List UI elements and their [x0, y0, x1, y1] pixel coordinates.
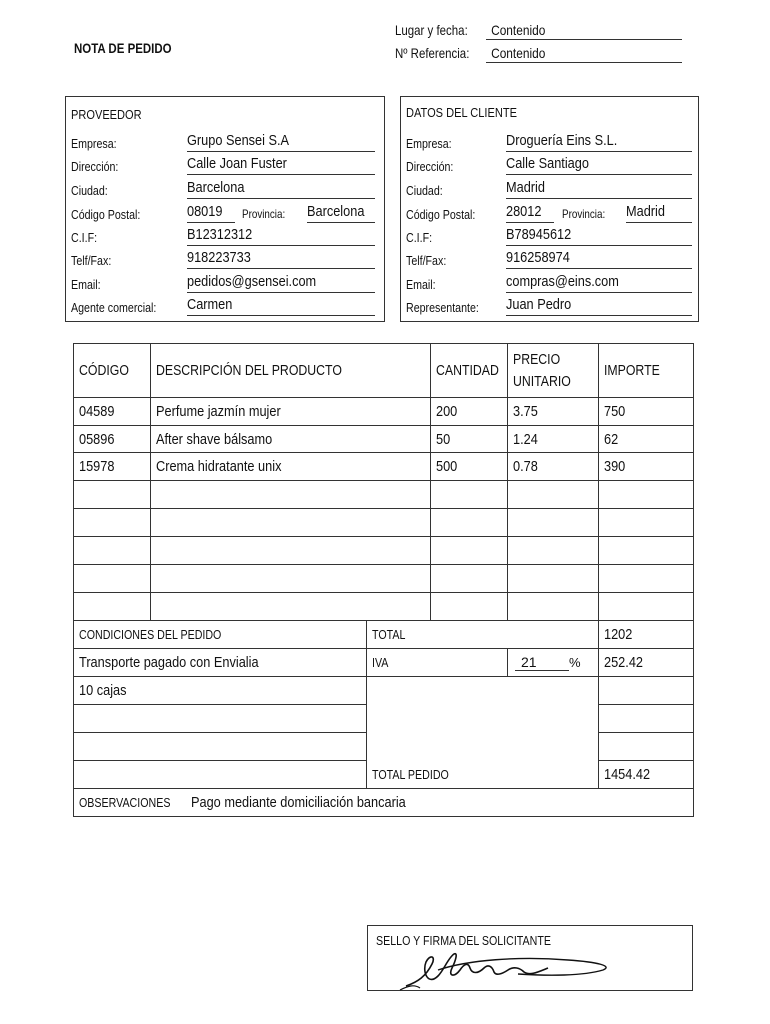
conditions-line-1[interactable]: Transporte pagado con Envialia [74, 649, 367, 677]
header-descripcion: DESCRIPCIÓN DEL PRODUCTO [151, 344, 431, 398]
referencia-row [395, 45, 546, 61]
cliente-cp-field[interactable]: 28012 [506, 203, 554, 223]
cell-codigo[interactable]: 15978 [74, 453, 151, 481]
iva-label: IVA [367, 649, 508, 677]
empty-cell[interactable] [508, 593, 599, 621]
conditions-totals-table [73, 620, 694, 817]
cliente-telf-row: Telf/Fax: 916258974 [406, 249, 695, 269]
cell-importe[interactable]: 750 [599, 398, 694, 426]
header-cantidad: CANTIDAD [431, 344, 508, 398]
header-precio-unitario: PRECIO UNITARIO [508, 344, 599, 398]
table-row [74, 453, 694, 481]
empty-cell[interactable] [151, 593, 431, 621]
cell-precio[interactable]: 1.24 [508, 426, 599, 453]
empty-cell[interactable] [431, 537, 508, 565]
proveedor-direccion-field[interactable]: Calle Joan Fuster [187, 155, 375, 175]
iva-percent-sign: % [569, 655, 581, 670]
empty-cell[interactable] [599, 677, 694, 705]
items-table [73, 343, 694, 621]
signature-label: SELLO Y FIRMA DEL SOLICITANTE [376, 933, 551, 948]
signature-box[interactable] [367, 925, 693, 991]
cliente-representante-row: Representante: Juan Pedro [406, 296, 695, 316]
iva-value[interactable]: 252.42 [599, 649, 694, 677]
empty-cell[interactable] [431, 481, 508, 509]
proveedor-cp-row: Código Postal: 08019 Provincia: Barcelona [71, 203, 376, 223]
empty-row [74, 509, 694, 537]
empty-cell[interactable] [508, 537, 599, 565]
lugar-fecha-field[interactable]: Contenido [486, 22, 682, 40]
empty-cell[interactable] [151, 509, 431, 537]
proveedor-cif-row: C.I.F: B12312312 [71, 226, 376, 246]
conditions-empty-line[interactable] [74, 705, 367, 733]
totals-row-total [74, 621, 694, 649]
proveedor-cp-field[interactable]: 08019 [187, 203, 235, 223]
total-value[interactable]: 1202 [599, 621, 694, 649]
empty-row [74, 481, 694, 509]
table-row [74, 398, 694, 426]
proveedor-telf-row: Telf/Fax: 918223733 [71, 249, 376, 269]
empty-cell[interactable] [431, 565, 508, 593]
cliente-cp-row: Código Postal: 28012 Provincia: Madrid [406, 203, 695, 223]
cliente-direccion-field[interactable]: Calle Santiago [506, 155, 692, 175]
cliente-ciudad-row: Ciudad: Madrid [406, 179, 695, 199]
cell-importe[interactable]: 62 [599, 426, 694, 453]
conditions-empty-line[interactable] [74, 733, 367, 761]
empty-cell[interactable] [74, 537, 151, 565]
cell-precio[interactable]: 0.78 [508, 453, 599, 481]
proveedor-email-field[interactable]: pedidos@gsensei.com [187, 273, 375, 293]
empty-cell[interactable] [508, 481, 599, 509]
document-title: NOTA DE PEDIDO [74, 40, 172, 56]
proveedor-box [65, 96, 385, 322]
empty-cell[interactable] [74, 509, 151, 537]
cliente-title: DATOS DEL CLIENTE [406, 105, 517, 120]
proveedor-agente-field[interactable]: Carmen [187, 296, 375, 316]
observaciones-label: OBSERVACIONES [79, 795, 171, 810]
cliente-cif-field[interactable]: B78945612 [506, 226, 692, 246]
totals-row-total-pedido [74, 761, 694, 789]
totals-blank-area [367, 677, 599, 761]
empty-row [74, 593, 694, 621]
empty-cell[interactable] [508, 565, 599, 593]
total-pedido-value[interactable]: 1454.42 [599, 761, 694, 789]
cliente-email-row: Email: compras@eins.com [406, 273, 695, 293]
cliente-cif-row: C.I.F: B78945612 [406, 226, 695, 246]
empty-cell[interactable] [599, 705, 694, 733]
conditions-line-2[interactable]: 10 cajas [74, 677, 367, 705]
empty-cell[interactable] [599, 593, 694, 621]
cell-importe[interactable]: 390 [599, 453, 694, 481]
empty-cell[interactable] [508, 509, 599, 537]
proveedor-provincia-field[interactable]: Barcelona [307, 203, 375, 223]
header-codigo: CÓDIGO [74, 344, 151, 398]
observaciones-cell[interactable] [74, 789, 694, 817]
cliente-telf-field[interactable]: 916258974 [506, 249, 692, 269]
empty-row [74, 565, 694, 593]
total-label: TOTAL [367, 621, 599, 649]
cliente-direccion-row: Dirección: Calle Santiago [406, 155, 695, 175]
cell-cantidad[interactable]: 500 [431, 453, 508, 481]
cell-cantidad[interactable]: 200 [431, 398, 508, 426]
empty-cell[interactable] [151, 537, 431, 565]
cell-codigo[interactable]: 04589 [74, 398, 151, 426]
totals-row-iva [74, 649, 694, 677]
proveedor-ciudad-field[interactable]: Barcelona [187, 179, 375, 199]
cliente-representante-field[interactable]: Juan Pedro [506, 296, 692, 316]
proveedor-direccion-row: Dirección: Calle Joan Fuster [71, 155, 376, 175]
proveedor-empresa-row: Empresa: Grupo Sensei S.A [71, 132, 376, 152]
proveedor-cif-field[interactable]: B12312312 [187, 226, 375, 246]
cell-codigo[interactable]: 05896 [74, 426, 151, 453]
cliente-empresa-row: Empresa: Droguería Eins S.L. [406, 132, 695, 152]
signature-scribble-icon [398, 946, 618, 992]
empty-cell[interactable] [74, 481, 151, 509]
cliente-box [400, 96, 699, 322]
cliente-email-field[interactable]: compras@eins.com [506, 273, 692, 293]
iva-rate: 21 [515, 654, 569, 671]
observaciones-value: Pago mediante domiciliación bancaria [191, 794, 406, 811]
empty-cell[interactable] [599, 481, 694, 509]
lugar-fecha-label: Lugar y fecha: [395, 22, 468, 38]
items-header-row [74, 344, 694, 398]
proveedor-ciudad-row: Ciudad: Barcelona [71, 179, 376, 199]
cliente-ciudad-field[interactable]: Madrid [506, 179, 692, 199]
cliente-provincia-field[interactable]: Madrid [626, 203, 692, 223]
cell-precio[interactable]: 3.75 [508, 398, 599, 426]
empty-row [74, 537, 694, 565]
empty-cell[interactable] [151, 565, 431, 593]
empty-cell[interactable] [599, 565, 694, 593]
conditions-empty-line[interactable] [74, 761, 367, 789]
empty-cell[interactable] [431, 509, 508, 537]
observaciones-row [74, 789, 694, 817]
iva-rate-field[interactable] [508, 649, 599, 677]
proveedor-empresa-field[interactable]: Grupo Sensei S.A [187, 132, 375, 152]
empty-cell[interactable] [151, 481, 431, 509]
proveedor-agente-row: Agente comercial: Carmen [71, 296, 376, 316]
header-importe: IMPORTE [599, 344, 694, 398]
empty-cell[interactable] [74, 565, 151, 593]
cell-descripcion[interactable]: Crema hidratante unix [151, 453, 431, 481]
empty-cell[interactable] [599, 733, 694, 761]
empty-cell[interactable] [599, 509, 694, 537]
cell-descripcion[interactable]: After shave bálsamo [151, 426, 431, 453]
table-row [74, 426, 694, 453]
proveedor-email-row: Email: pedidos@gsensei.com [71, 273, 376, 293]
conditions-title: CONDICIONES DEL PEDIDO [74, 621, 367, 649]
referencia-field[interactable]: Contenido [486, 45, 682, 63]
proveedor-title: PROVEEDOR [71, 107, 142, 122]
referencia-label: Nº Referencia: [395, 45, 470, 61]
proveedor-telf-field[interactable]: 918223733 [187, 249, 375, 269]
cell-cantidad[interactable]: 50 [431, 426, 508, 453]
empty-cell[interactable] [74, 593, 151, 621]
conditions-row [74, 677, 694, 705]
cell-descripcion[interactable]: Perfume jazmín mujer [151, 398, 431, 426]
empty-cell[interactable] [431, 593, 508, 621]
total-pedido-label: TOTAL PEDIDO [367, 761, 599, 789]
lugar-fecha-row [395, 22, 546, 38]
cliente-empresa-field[interactable]: Droguería Eins S.L. [506, 132, 692, 152]
empty-cell[interactable] [599, 537, 694, 565]
